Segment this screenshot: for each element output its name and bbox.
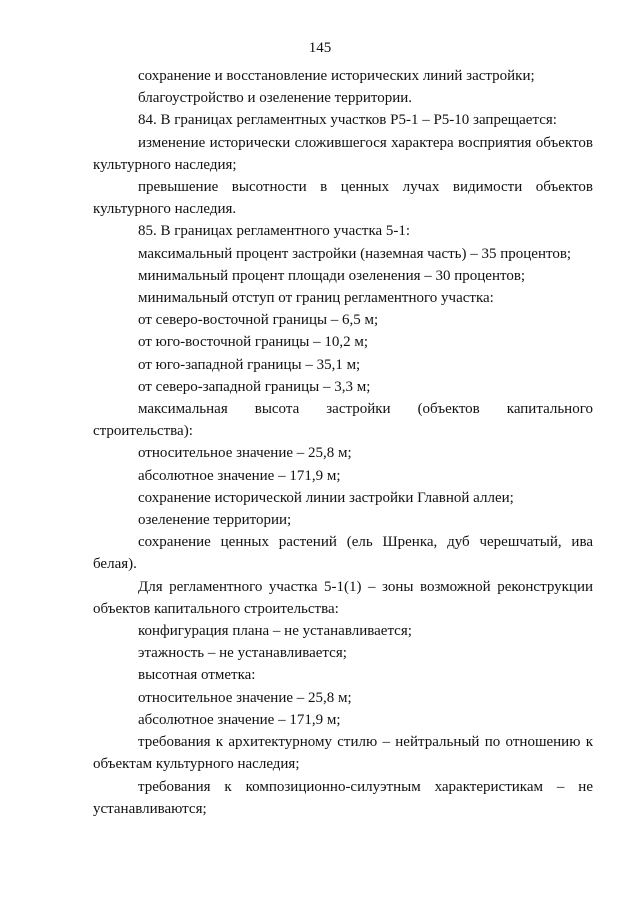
paragraph-5: превышение высотности в ценных лучах видимости объектов культурного наследия.: [93, 179, 593, 218]
paragraph-8: минимальный процент площади озеленения – 30 процентов;: [138, 267, 526, 284]
paragraph-12: от юго-западной границы – 35,1 м;: [138, 356, 361, 373]
paragraph-4: изменение исторически сложившегося характера восприятия объектов культурного наследия;: [93, 134, 593, 173]
paragraph-13: от северо-западной границы – 3,3 м;: [138, 378, 371, 395]
paragraph-19: сохранение ценных растений (ель Шренка, дуб черешчатый, ива белая).: [93, 534, 593, 573]
document-body: [93, 65, 593, 820]
paragraph-10: от северо-восточной границы – 6,5 м;: [138, 312, 379, 329]
paragraph-1: сохранение и восстановление исторических линий застройки;: [138, 68, 535, 84]
paragraph-6: 85. В границах регламентного участка 5-1:: [138, 223, 411, 240]
paragraph-27: требования к композиционно-силуэтным характеристикам – не устанавливаются;: [93, 778, 593, 817]
page-number: 145: [308, 40, 332, 56]
paragraph-18: озеленение территории;: [138, 512, 292, 529]
paragraph-22: этажность – не устанавливается;: [138, 645, 347, 662]
paragraph-25: абсолютное значение – 171,9 м;: [138, 711, 341, 728]
paragraph-17: сохранение исторической линии застройки Главной аллеи;: [138, 489, 514, 506]
paragraph-20: Для регламентного участка 5-1(1) – зоны возможной реконструкции объектов капитального строительства:: [93, 578, 593, 617]
paragraph-24: относительное значение – 25,8 м;: [138, 689, 352, 706]
paragraph-26: требования к архитектурному стилю – нейтральный по отношению к объектам культурного наследия;: [93, 734, 593, 773]
paragraph-21: конфигурация плана – не устанавливается;: [138, 623, 412, 640]
paragraph-9: минимальный отступ от границ регламентного участка:: [138, 290, 494, 307]
paragraph-16: абсолютное значение – 171,9 м;: [138, 467, 341, 484]
paragraph-2: благоустройство и озеленение территории.: [138, 90, 413, 107]
paragraph-23: высотная отметка:: [138, 667, 256, 684]
paragraph-7: максимальный процент застройки (наземная часть) – 35 процентов;: [138, 245, 572, 262]
paragraph-3: 84. В границах регламентных участков Р5-1 – Р5-10 запрещается:: [138, 112, 557, 129]
paragraph-11: от юго-восточной границы – 10,2 м;: [138, 334, 369, 351]
paragraph-14: максимальная высота застройки (объектов капитального строительства):: [93, 401, 593, 440]
paragraph-15: относительное значение – 25,8 м;: [138, 445, 352, 462]
